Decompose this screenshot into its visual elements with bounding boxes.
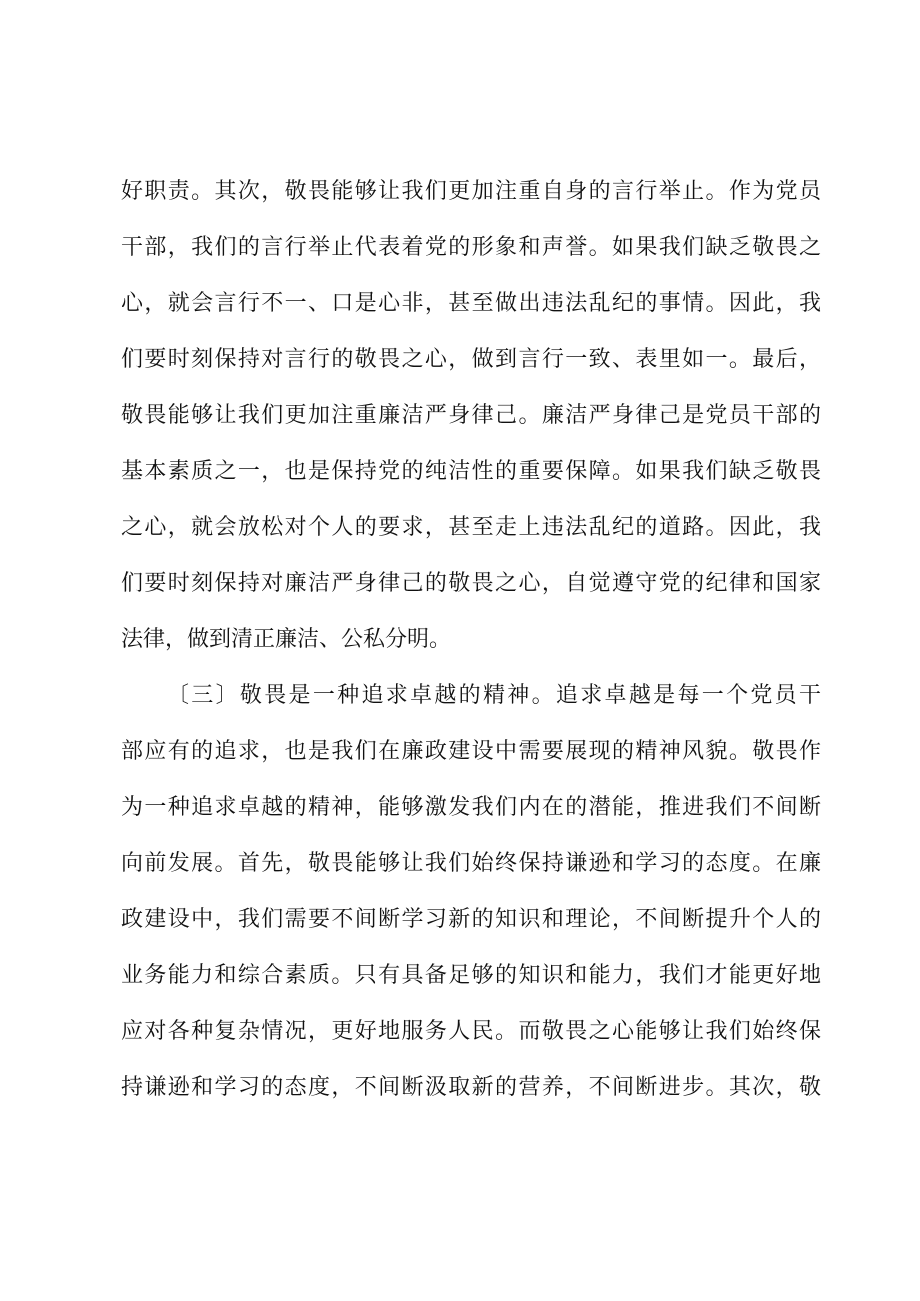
text-line: 应对各种复杂情况，更好地服务人民。而敬畏之心能够让我们始终保 — [121, 1019, 821, 1044]
text-line: 向前发展。首先，敬畏能够让我们始终保持谦逊和学习的态度。在廉 — [121, 851, 821, 876]
text-line: 心，就会言行不一、口是心非，甚至做出违法乱纪的事情。因此，我 — [121, 291, 821, 316]
text-line: 政建设中，我们需要不间断学习新的知识和理论，不间断提升个人的 — [121, 907, 821, 932]
text-line: 们要时刻保持对廉洁严身律己的敬畏之心，自觉遵守党的纪律和国家 — [121, 571, 821, 596]
text-line: 法律，做到清正廉洁、公私分明。 — [121, 627, 452, 652]
text-line: 们要时刻保持对言行的敬畏之心，做到言行一致、表里如一。最后， — [121, 347, 821, 372]
document-body — [121, 164, 821, 1116]
text-line: 为一种追求卓越的精神，能够激发我们内在的潜能，推进我们不间断 — [121, 795, 821, 820]
paragraph-1 — [121, 164, 821, 668]
text-line: 好职责。其次，敬畏能够让我们更加注重自身的言行举止。作为党员 — [121, 179, 821, 204]
text-line: 部应有的追求，也是我们在廉政建设中需要展现的精神风貌。敬畏作 — [121, 739, 821, 764]
text-line: 敬畏能够让我们更加注重廉洁严身律己。廉洁严身律己是党员干部的 — [121, 403, 821, 428]
text-line: 业务能力和综合素质。只有具备足够的知识和能力，我们才能更好地 — [121, 963, 821, 988]
paragraph-2 — [121, 668, 821, 1116]
text-line: 之心，就会放松对个人的要求，甚至走上违法乱纪的道路。因此，我 — [121, 515, 821, 540]
text-line: 持谦逊和学习的态度，不间断汲取新的营养，不间断进步。其次，敬 — [121, 1075, 821, 1100]
text-line: 干部，我们的言行举止代表着党的形象和声誉。如果我们缺乏敬畏之 — [121, 235, 821, 260]
text-line: 基本素质之一，也是保持党的纯洁性的重要保障。如果我们缺乏敬畏 — [121, 459, 821, 484]
section-heading-line: 〔三〕敬畏是一种追求卓越的精神。追求卓越是每一个党员干 — [167, 683, 821, 708]
